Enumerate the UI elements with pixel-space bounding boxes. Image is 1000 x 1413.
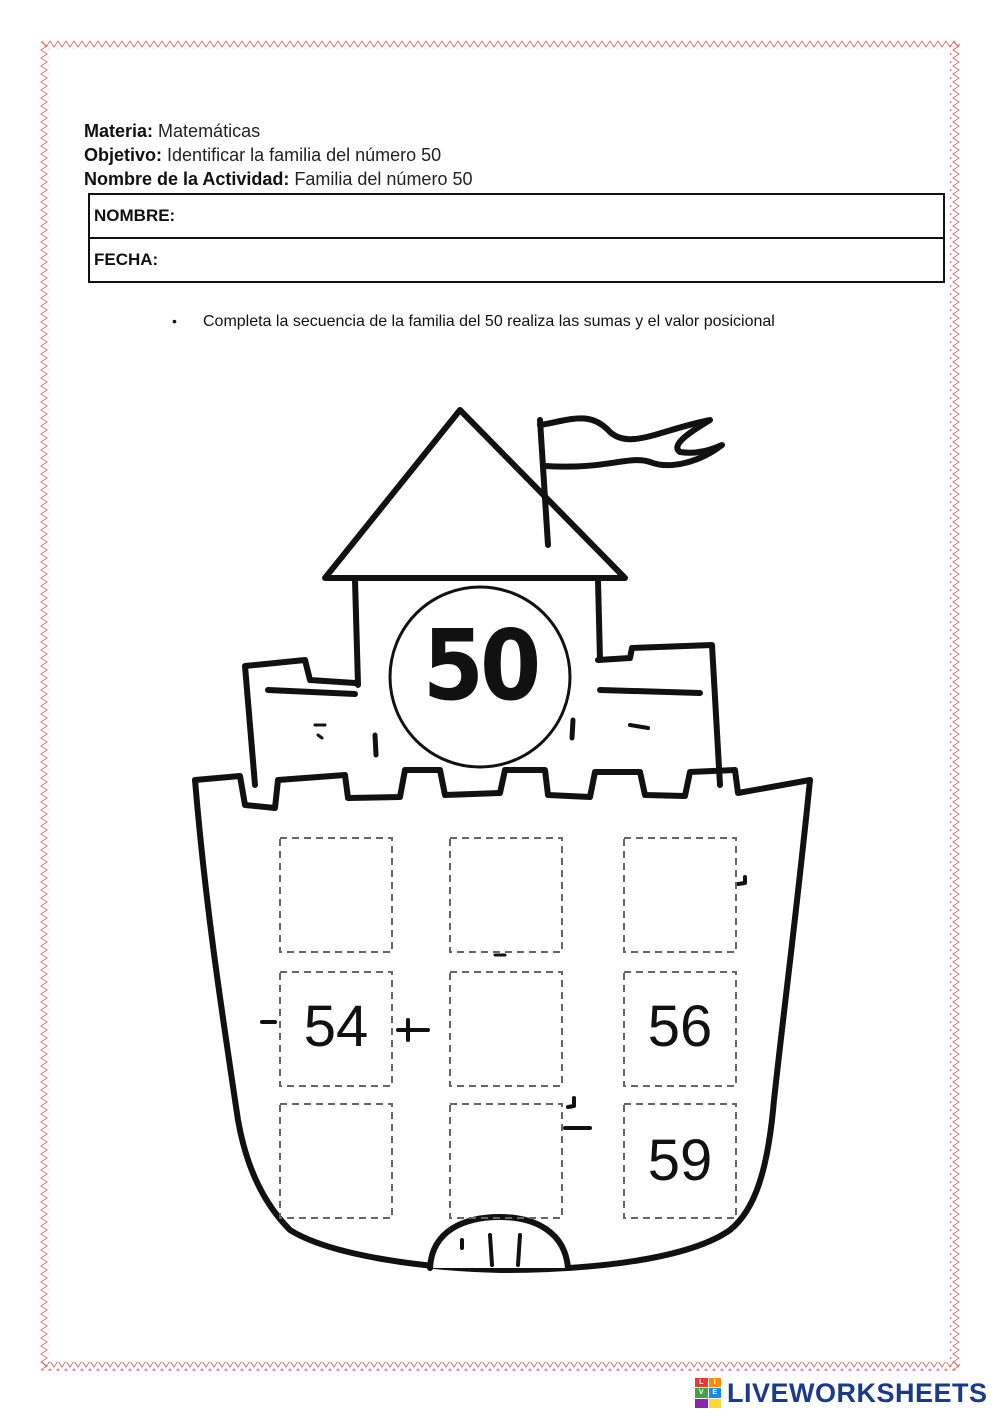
nombre-label: NOMBRE: bbox=[94, 206, 176, 225]
cell-r0-c2[interactable] bbox=[624, 866, 736, 926]
instruction-text: Completa la secuencia de la familia del 50 realiza las sumas y el valor posicional bbox=[203, 313, 775, 330]
objetivo-value: Identificar la familia del número 50 bbox=[167, 145, 442, 165]
logo-tile: L bbox=[695, 1378, 708, 1387]
actividad-value: Familia del número 50 bbox=[294, 169, 473, 189]
cell-r1-c1[interactable] bbox=[450, 998, 562, 1058]
liveworksheets-brand bbox=[695, 1376, 988, 1410]
castle-number: 50 bbox=[422, 608, 538, 723]
fecha-label: FECHA: bbox=[94, 250, 159, 269]
actividad-label: Nombre de la Actividad: bbox=[84, 169, 290, 189]
liveworksheets-logo-icon bbox=[695, 1378, 721, 1408]
logo-tile: V bbox=[695, 1388, 708, 1397]
objetivo-label: Objetivo: bbox=[84, 145, 163, 165]
logo-tile bbox=[709, 1399, 722, 1408]
cell-r2-c0[interactable] bbox=[280, 1132, 392, 1192]
cell-r0-c1[interactable] bbox=[450, 866, 562, 926]
materia-label: Materia: bbox=[84, 121, 154, 141]
logo-tile: I bbox=[709, 1378, 722, 1387]
logo-tile bbox=[695, 1399, 708, 1408]
cell-r2-c1[interactable] bbox=[450, 1132, 562, 1192]
cell-r1-c0: 54 bbox=[303, 994, 369, 1059]
materia-value: Matemáticas bbox=[158, 121, 261, 141]
cell-r0-c0[interactable] bbox=[280, 866, 392, 926]
liveworksheets-wordmark: LIVEWORKSHEETS bbox=[727, 1377, 988, 1408]
logo-tile: E bbox=[709, 1388, 722, 1397]
bullet-icon: • bbox=[172, 313, 177, 329]
cell-r2-c2: 59 bbox=[647, 1128, 713, 1193]
cell-r1-c2: 56 bbox=[647, 994, 713, 1059]
